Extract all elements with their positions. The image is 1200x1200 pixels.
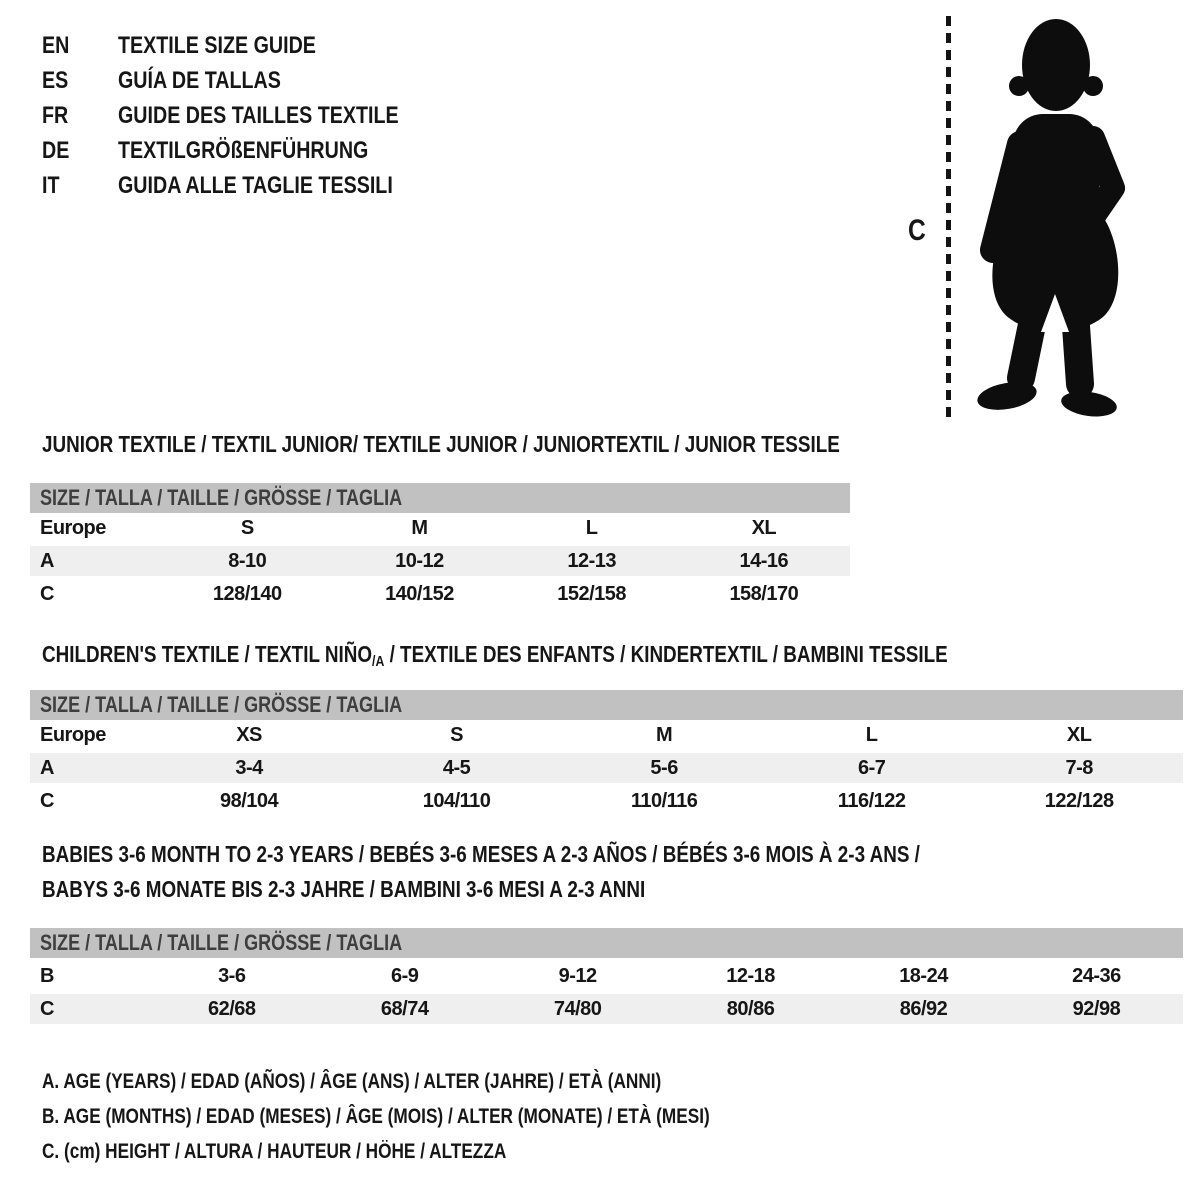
babies-section-title-line1: BABIES 3-6 MONTH TO 2-3 YEARS / BEBÉS 3-6 MESES A 2-3 AÑOS / BÉBÉS 3-6 MOIS À 2-3 ANS / bbox=[42, 841, 920, 867]
height-value: 62/68 bbox=[207, 998, 256, 1020]
language-code: EN bbox=[42, 32, 70, 59]
height-value: 140/152 bbox=[385, 583, 454, 605]
junior-size-table bbox=[30, 483, 850, 609]
month-value: 24-36 bbox=[1072, 965, 1121, 987]
language-title: GUIDE DES TAILLES TEXTILE bbox=[118, 102, 399, 129]
age-value: 5-6 bbox=[650, 757, 678, 779]
age-value: 3-4 bbox=[235, 757, 263, 779]
language-code: IT bbox=[42, 172, 60, 199]
height-value: 74/80 bbox=[553, 998, 602, 1020]
height-row bbox=[30, 579, 850, 609]
size-header-bar bbox=[30, 690, 1183, 720]
month-value: 18-24 bbox=[899, 965, 948, 987]
size-column-header: XL bbox=[1066, 724, 1092, 746]
height-value: 158/170 bbox=[729, 583, 799, 605]
row-label: Europe bbox=[40, 724, 106, 746]
age-row bbox=[30, 753, 1183, 783]
language-row-en bbox=[42, 28, 460, 63]
language-row-fr bbox=[42, 98, 460, 133]
row-label: A bbox=[40, 757, 54, 779]
size-column-header: L bbox=[865, 724, 878, 746]
height-value: 80/86 bbox=[726, 998, 775, 1020]
region-size-row bbox=[30, 513, 850, 543]
size-column-header: L bbox=[585, 517, 598, 539]
height-value: 92/98 bbox=[1072, 998, 1121, 1020]
size-header-bar bbox=[30, 928, 1183, 958]
measure-c-label: C bbox=[908, 214, 926, 247]
row-label: B bbox=[40, 965, 54, 987]
size-header-label: SIZE / TALLA / TAILLE / GRÖSSE / TAGLIA bbox=[40, 692, 403, 717]
children-size-table bbox=[30, 690, 1183, 816]
region-size-row bbox=[30, 720, 1183, 750]
size-column-header: XL bbox=[751, 517, 777, 539]
age-value: 8-10 bbox=[228, 550, 267, 572]
row-label: C bbox=[40, 998, 54, 1020]
height-value: 152/158 bbox=[557, 583, 627, 605]
size-column-header: XS bbox=[236, 724, 262, 746]
size-column-header: M bbox=[411, 517, 428, 539]
size-column-header: S bbox=[450, 724, 464, 746]
age-value: 14-16 bbox=[739, 550, 789, 572]
age-value: 10-12 bbox=[395, 550, 444, 572]
height-row bbox=[30, 786, 1183, 816]
height-value: 68/74 bbox=[380, 998, 429, 1020]
month-value: 9-12 bbox=[558, 965, 597, 987]
footnote-b: B. AGE (MONTHS) / EDAD (MESES) / ÂGE (MOIS) / ALTER (MONATE) / ETÀ (MESI) bbox=[42, 1105, 710, 1128]
months-row bbox=[30, 961, 1183, 991]
language-title: TEXTILE SIZE GUIDE bbox=[118, 32, 316, 59]
size-column-header: S bbox=[240, 517, 254, 539]
age-value: 6-7 bbox=[857, 757, 886, 779]
language-row-es bbox=[42, 63, 460, 98]
language-code: FR bbox=[42, 102, 69, 129]
month-value: 3-6 bbox=[218, 965, 246, 987]
size-header-bar bbox=[30, 483, 850, 513]
height-value: 86/92 bbox=[899, 998, 948, 1020]
language-row-de bbox=[42, 133, 460, 168]
month-value: 6-9 bbox=[391, 965, 419, 987]
height-value: 116/122 bbox=[837, 790, 906, 812]
language-row-it bbox=[42, 168, 460, 203]
legend-footnotes bbox=[42, 1064, 856, 1169]
age-value: 7-8 bbox=[1065, 757, 1093, 779]
size-header-label: SIZE / TALLA / TAILLE / GRÖSSE / TAGLIA bbox=[40, 930, 403, 955]
junior-section-title: JUNIOR TEXTILE / TEXTIL JUNIOR/ TEXTILE JUNIOR / JUNIORTEXTIL / JUNIOR TESSILE bbox=[42, 431, 840, 457]
baby-silhouette-icon bbox=[963, 12, 1143, 422]
row-label: C bbox=[40, 583, 54, 605]
language-code: DE bbox=[42, 137, 70, 164]
height-value: 104/110 bbox=[422, 790, 491, 812]
age-row bbox=[30, 546, 850, 576]
row-label: Europe bbox=[40, 517, 106, 539]
row-label: C bbox=[40, 790, 54, 812]
language-code: ES bbox=[42, 67, 69, 94]
height-value: 128/140 bbox=[212, 583, 282, 605]
babies-section-title-line2: BABYS 3-6 MONATE BIS 2-3 JAHRE / BAMBINI 3-6 MESI A 2-3 ANNI bbox=[42, 876, 646, 902]
language-title: GUÍA DE TALLAS bbox=[118, 67, 281, 94]
row-label: A bbox=[40, 550, 54, 572]
age-value: 4-5 bbox=[442, 757, 471, 779]
language-title: TEXTILGRÖßENFÜHRUNG bbox=[118, 137, 369, 164]
nino-a-subscript: /A bbox=[372, 653, 385, 670]
height-measure-dashed-line bbox=[946, 16, 951, 419]
height-value: 110/116 bbox=[630, 790, 698, 812]
age-value: 12-13 bbox=[567, 550, 616, 572]
children-section-title: CHILDREN'S TEXTILE / TEXTIL NIÑO/A / TEXTILE DES ENFANTS / KINDERTEXTIL / BAMBINI TESSILE bbox=[42, 641, 948, 670]
language-title: GUIDA ALLE TAGLIE TESSILI bbox=[118, 172, 393, 199]
height-value: 98/104 bbox=[219, 790, 279, 812]
language-title-list bbox=[42, 28, 460, 203]
babies-size-table bbox=[30, 928, 1183, 1024]
height-row bbox=[30, 994, 1183, 1024]
footnote-a: A. AGE (YEARS) / EDAD (AÑOS) / ÂGE (ANS) / ALTER (JAHRE) / ETÀ (ANNI) bbox=[42, 1070, 662, 1093]
month-value: 12-18 bbox=[726, 965, 775, 987]
size-column-header: M bbox=[656, 724, 673, 746]
height-value: 122/128 bbox=[1044, 790, 1114, 812]
footnote-c: C. (cm) HEIGHT / ALTURA / HAUTEUR / HÖHE / ALTEZZA bbox=[42, 1140, 507, 1163]
size-header-label: SIZE / TALLA / TAILLE / GRÖSSE / TAGLIA bbox=[40, 485, 403, 510]
